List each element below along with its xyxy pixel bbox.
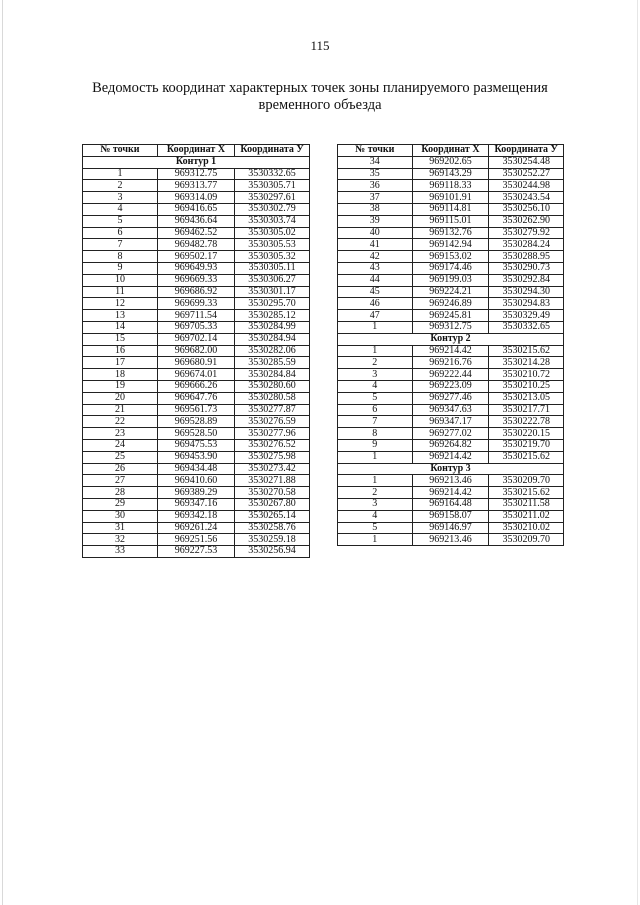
- coordinate-x-cell: 969246.89: [412, 298, 489, 310]
- point-number-cell: 7: [338, 416, 413, 428]
- table-row: [83, 439, 310, 451]
- point-number-cell: 31: [83, 522, 158, 534]
- coordinate-y-cell: 3530209.70: [489, 534, 564, 546]
- point-number-cell: 45: [338, 286, 413, 298]
- coordinate-y-cell: 3530305.11: [235, 262, 310, 274]
- header-point-number: № точки: [338, 145, 413, 157]
- table-row: [83, 227, 310, 239]
- point-number-cell: 10: [83, 274, 158, 286]
- table-row: [83, 498, 310, 510]
- point-number-cell: 6: [338, 404, 413, 416]
- table-row: [83, 168, 310, 180]
- coordinate-x-cell: 969264.82: [412, 439, 489, 451]
- coordinate-y-cell: 3530285.12: [235, 310, 310, 322]
- coordinate-x-cell: 969649.93: [157, 262, 234, 274]
- coordinate-y-cell: 3530219.70: [489, 439, 564, 451]
- table-row: [338, 321, 564, 333]
- coordinate-x-cell: 969561.73: [157, 404, 234, 416]
- point-number-cell: 15: [83, 333, 158, 345]
- coordinate-x-cell: 969227.53: [157, 546, 234, 558]
- point-number-cell: 19: [83, 380, 158, 392]
- point-number-cell: 29: [83, 498, 158, 510]
- scan-edge-right: [637, 0, 638, 905]
- table-row: [83, 546, 310, 558]
- coordinate-y-cell: 3530273.42: [235, 463, 310, 475]
- table-row: [338, 345, 564, 357]
- coordinate-x-cell: 969699.33: [157, 298, 234, 310]
- coordinate-x-cell: 969158.07: [412, 510, 489, 522]
- header-coordinate-y: Координата У: [489, 145, 564, 157]
- coordinate-y-cell: 3530252.27: [489, 168, 564, 180]
- point-number-cell: 24: [83, 439, 158, 451]
- table-row: [83, 286, 310, 298]
- point-number-cell: 11: [83, 286, 158, 298]
- table-row: [83, 298, 310, 310]
- point-number-cell: 3: [338, 369, 413, 381]
- table-row: [338, 251, 564, 263]
- coordinate-y-cell: 3530294.83: [489, 298, 564, 310]
- point-number-cell: 21: [83, 404, 158, 416]
- table-row: [83, 416, 310, 428]
- table-row: [83, 192, 310, 204]
- coordinate-x-cell: 969410.60: [157, 475, 234, 487]
- table-row: [83, 357, 310, 369]
- coordinate-x-cell: 969224.21: [412, 286, 489, 298]
- point-number-cell: 2: [338, 357, 413, 369]
- header-coordinate-x: Координат X: [412, 145, 489, 157]
- table-row: [83, 534, 310, 546]
- point-number-cell: 1: [83, 168, 158, 180]
- coordinates-table-left-body: [83, 156, 310, 557]
- coordinate-x-cell: 969313.77: [157, 180, 234, 192]
- coordinate-y-cell: 3530276.52: [235, 439, 310, 451]
- coordinate-y-cell: 3530209.70: [489, 475, 564, 487]
- table-row: [338, 168, 564, 180]
- coordinate-y-cell: 3530211.02: [489, 510, 564, 522]
- coordinate-y-cell: 3530275.98: [235, 451, 310, 463]
- coordinate-x-cell: 969347.63: [412, 404, 489, 416]
- table-row: [338, 534, 564, 546]
- table-row: [338, 451, 564, 463]
- point-number-cell: 5: [83, 215, 158, 227]
- coordinate-y-cell: 3530244.98: [489, 180, 564, 192]
- table-header-row: [83, 145, 310, 157]
- coordinate-y-cell: 3530215.62: [489, 487, 564, 499]
- coordinate-y-cell: 3530217.71: [489, 404, 564, 416]
- coordinate-y-cell: 3530215.62: [489, 345, 564, 357]
- page-number: 115: [310, 38, 330, 53]
- coordinate-y-cell: 3530213.05: [489, 392, 564, 404]
- coordinate-x-cell: 969202.65: [412, 156, 489, 168]
- coordinate-y-cell: 3530305.71: [235, 180, 310, 192]
- coordinate-x-cell: 969436.64: [157, 215, 234, 227]
- coordinate-y-cell: 3530277.96: [235, 428, 310, 440]
- coordinate-y-cell: 3530284.24: [489, 239, 564, 251]
- coordinate-y-cell: 3530280.60: [235, 380, 310, 392]
- coordinate-x-cell: 969674.01: [157, 369, 234, 381]
- point-number-cell: 1: [338, 475, 413, 487]
- point-number-cell: 46: [338, 298, 413, 310]
- scan-edge-left: [2, 0, 3, 905]
- point-number-cell: 17: [83, 357, 158, 369]
- table-row: [83, 310, 310, 322]
- table-row: [83, 510, 310, 522]
- point-number-cell: 20: [83, 392, 158, 404]
- coordinate-x-cell: 969214.42: [412, 345, 489, 357]
- coordinate-y-cell: 3530259.18: [235, 534, 310, 546]
- table-row: [83, 215, 310, 227]
- coordinate-x-cell: 969216.76: [412, 357, 489, 369]
- coordinate-y-cell: 3530211.58: [489, 498, 564, 510]
- point-number-cell: 42: [338, 251, 413, 263]
- point-number-cell: 5: [338, 392, 413, 404]
- point-number-cell: 39: [338, 215, 413, 227]
- header-point-number: № точки: [83, 145, 158, 157]
- contour-section-row: [338, 463, 564, 475]
- point-number-cell: 41: [338, 239, 413, 251]
- table-row: [83, 522, 310, 534]
- coordinate-y-cell: 3530254.48: [489, 156, 564, 168]
- coordinate-y-cell: 3530301.17: [235, 286, 310, 298]
- point-number-cell: 26: [83, 463, 158, 475]
- contour-label: Контур 1: [83, 156, 310, 168]
- table-row: [338, 357, 564, 369]
- table-row: [338, 416, 564, 428]
- point-number-cell: 16: [83, 345, 158, 357]
- point-number-cell: 4: [83, 203, 158, 215]
- coordinate-y-cell: 3530256.10: [489, 203, 564, 215]
- coordinate-x-cell: 969680.91: [157, 357, 234, 369]
- coordinate-y-cell: 3530262.90: [489, 215, 564, 227]
- coordinate-x-cell: 969434.48: [157, 463, 234, 475]
- coordinate-y-cell: 3530305.53: [235, 239, 310, 251]
- coordinate-x-cell: 969347.17: [412, 416, 489, 428]
- table-row: [338, 262, 564, 274]
- coordinate-y-cell: 3530332.65: [489, 321, 564, 333]
- point-number-cell: 22: [83, 416, 158, 428]
- table-row: [338, 428, 564, 440]
- header-coordinate-x: Координат X: [157, 145, 234, 157]
- point-number-cell: 8: [338, 428, 413, 440]
- table-row: [83, 428, 310, 440]
- header-coordinate-y: Координата У: [235, 145, 310, 157]
- coordinate-y-cell: 3530305.02: [235, 227, 310, 239]
- coordinate-y-cell: 3530295.70: [235, 298, 310, 310]
- table-row: [83, 345, 310, 357]
- coordinates-table-right-body: [338, 156, 564, 545]
- table-header-row: [338, 145, 564, 157]
- coordinate-x-cell: 969115.01: [412, 215, 489, 227]
- coordinate-y-cell: 3530243.54: [489, 192, 564, 204]
- coordinate-x-cell: 969389.29: [157, 487, 234, 499]
- table-row: [83, 463, 310, 475]
- coordinate-y-cell: 3530220.15: [489, 428, 564, 440]
- point-number-cell: 28: [83, 487, 158, 499]
- coordinate-y-cell: 3530276.59: [235, 416, 310, 428]
- coordinate-y-cell: 3530284.84: [235, 369, 310, 381]
- coordinate-y-cell: 3530294.30: [489, 286, 564, 298]
- coordinate-y-cell: 3530277.87: [235, 404, 310, 416]
- coordinate-y-cell: 3530305.32: [235, 251, 310, 263]
- table-row: [338, 498, 564, 510]
- table-row: [83, 321, 310, 333]
- table-row: [83, 380, 310, 392]
- coordinate-y-cell: 3530267.80: [235, 498, 310, 510]
- coordinate-x-cell: 969143.29: [412, 168, 489, 180]
- point-number-cell: 4: [338, 510, 413, 522]
- table-row: [83, 475, 310, 487]
- contour-label: Контур 3: [338, 463, 564, 475]
- coordinate-y-cell: 3530270.58: [235, 487, 310, 499]
- table-row: [338, 487, 564, 499]
- point-number-cell: 1: [338, 345, 413, 357]
- point-number-cell: 44: [338, 274, 413, 286]
- point-number-cell: 36: [338, 180, 413, 192]
- coordinate-x-cell: 969213.46: [412, 534, 489, 546]
- table-row: [83, 262, 310, 274]
- table-row: [338, 310, 564, 322]
- coordinate-x-cell: 969174.46: [412, 262, 489, 274]
- point-number-cell: 5: [338, 522, 413, 534]
- coordinates-table-left: [82, 144, 310, 558]
- point-number-cell: 6: [83, 227, 158, 239]
- coordinate-y-cell: 3530210.25: [489, 380, 564, 392]
- coordinate-y-cell: 3530288.95: [489, 251, 564, 263]
- coordinate-y-cell: 3530284.99: [235, 321, 310, 333]
- coordinate-x-cell: 969702.14: [157, 333, 234, 345]
- contour-section-row: [83, 156, 310, 168]
- point-number-cell: 3: [83, 192, 158, 204]
- coordinate-x-cell: 969482.78: [157, 239, 234, 251]
- coordinate-x-cell: 969251.56: [157, 534, 234, 546]
- coordinate-x-cell: 969453.90: [157, 451, 234, 463]
- coordinate-x-cell: 969312.75: [412, 321, 489, 333]
- coordinate-y-cell: 3530285.59: [235, 357, 310, 369]
- coordinate-y-cell: 3530279.92: [489, 227, 564, 239]
- coordinate-x-cell: 969686.92: [157, 286, 234, 298]
- coordinate-x-cell: 969647.76: [157, 392, 234, 404]
- table-row: [338, 180, 564, 192]
- point-number-cell: 38: [338, 203, 413, 215]
- coordinate-x-cell: 969132.76: [412, 227, 489, 239]
- coordinate-y-cell: 3530214.28: [489, 357, 564, 369]
- coordinate-x-cell: 969214.42: [412, 451, 489, 463]
- coordinate-x-cell: 969347.16: [157, 498, 234, 510]
- table-row: [83, 239, 310, 251]
- coordinate-x-cell: 969245.81: [412, 310, 489, 322]
- coordinate-x-cell: 969475.53: [157, 439, 234, 451]
- coordinate-y-cell: 3530284.94: [235, 333, 310, 345]
- point-number-cell: 1: [338, 534, 413, 546]
- table-row: [83, 392, 310, 404]
- table-row: [83, 180, 310, 192]
- coordinate-x-cell: 969312.75: [157, 168, 234, 180]
- point-number-cell: 40: [338, 227, 413, 239]
- point-number-cell: 47: [338, 310, 413, 322]
- table-row: [338, 380, 564, 392]
- coordinate-x-cell: 969153.02: [412, 251, 489, 263]
- point-number-cell: 23: [83, 428, 158, 440]
- point-number-cell: 1: [338, 451, 413, 463]
- table-row: [338, 192, 564, 204]
- coordinate-x-cell: 969118.33: [412, 180, 489, 192]
- coordinate-y-cell: 3530265.14: [235, 510, 310, 522]
- coordinate-x-cell: 969528.89: [157, 416, 234, 428]
- table-row: [83, 333, 310, 345]
- table-row: [338, 439, 564, 451]
- coordinate-x-cell: 969416.65: [157, 203, 234, 215]
- coordinate-y-cell: 3530297.61: [235, 192, 310, 204]
- point-number-cell: 33: [83, 546, 158, 558]
- coordinate-y-cell: 3530271.88: [235, 475, 310, 487]
- coordinate-x-cell: 969101.91: [412, 192, 489, 204]
- coordinate-y-cell: 3530302.79: [235, 203, 310, 215]
- table-row: [83, 251, 310, 263]
- point-number-cell: 14: [83, 321, 158, 333]
- coordinate-y-cell: 3530306.27: [235, 274, 310, 286]
- table-row: [338, 227, 564, 239]
- coordinate-x-cell: 969277.46: [412, 392, 489, 404]
- coordinate-y-cell: 3530332.65: [235, 168, 310, 180]
- table-row: [338, 404, 564, 416]
- table-row: [338, 239, 564, 251]
- coordinate-x-cell: 969164.48: [412, 498, 489, 510]
- coordinate-y-cell: 3530215.62: [489, 451, 564, 463]
- coordinate-x-cell: 969222.44: [412, 369, 489, 381]
- table-row: [338, 286, 564, 298]
- point-number-cell: 43: [338, 262, 413, 274]
- point-number-cell: 35: [338, 168, 413, 180]
- coordinate-x-cell: 969314.09: [157, 192, 234, 204]
- coordinate-x-cell: 969114.81: [412, 203, 489, 215]
- point-number-cell: 13: [83, 310, 158, 322]
- coordinate-x-cell: 969146.97: [412, 522, 489, 534]
- point-number-cell: 4: [338, 380, 413, 392]
- table-row: [83, 369, 310, 381]
- coordinate-y-cell: 3530258.76: [235, 522, 310, 534]
- point-number-cell: 25: [83, 451, 158, 463]
- coordinate-x-cell: 969502.17: [157, 251, 234, 263]
- contour-section-row: [338, 333, 564, 345]
- table-row: [338, 274, 564, 286]
- point-number-cell: 3: [338, 498, 413, 510]
- coordinate-x-cell: 969711.54: [157, 310, 234, 322]
- point-number-cell: 7: [83, 239, 158, 251]
- coordinate-y-cell: 3530292.84: [489, 274, 564, 286]
- table-row: [83, 404, 310, 416]
- coordinate-x-cell: 969142.94: [412, 239, 489, 251]
- coordinate-y-cell: 3530280.58: [235, 392, 310, 404]
- table-row: [83, 487, 310, 499]
- coordinate-y-cell: 3530210.02: [489, 522, 564, 534]
- table-row: [83, 203, 310, 215]
- point-number-cell: 37: [338, 192, 413, 204]
- point-number-cell: 18: [83, 369, 158, 381]
- table-row: [338, 369, 564, 381]
- coordinate-x-cell: 969666.26: [157, 380, 234, 392]
- table-row: [338, 203, 564, 215]
- coordinate-y-cell: 3530303.74: [235, 215, 310, 227]
- point-number-cell: 9: [83, 262, 158, 274]
- table-row: [83, 274, 310, 286]
- contour-label: Контур 2: [338, 333, 564, 345]
- table-row: [338, 475, 564, 487]
- table-row: [338, 392, 564, 404]
- coordinate-x-cell: 969682.00: [157, 345, 234, 357]
- point-number-cell: 2: [338, 487, 413, 499]
- coordinate-x-cell: 969342.18: [157, 510, 234, 522]
- document-title: Ведомость координат характерных точек зоны планируемого размещения временного объезда: [92, 80, 548, 113]
- coordinate-y-cell: 3530222.78: [489, 416, 564, 428]
- coordinate-x-cell: 969223.09: [412, 380, 489, 392]
- point-number-cell: 1: [338, 321, 413, 333]
- coordinates-table-right: [337, 144, 564, 546]
- table-row: [338, 522, 564, 534]
- point-number-cell: 30: [83, 510, 158, 522]
- coordinate-x-cell: 969462.52: [157, 227, 234, 239]
- table-row: [338, 510, 564, 522]
- table-row: [338, 215, 564, 227]
- coordinate-x-cell: 969214.42: [412, 487, 489, 499]
- coordinate-y-cell: 3530256.94: [235, 546, 310, 558]
- coordinate-x-cell: 969261.24: [157, 522, 234, 534]
- coordinate-x-cell: 969705.33: [157, 321, 234, 333]
- coordinate-y-cell: 3530210.72: [489, 369, 564, 381]
- table-row: [83, 451, 310, 463]
- point-number-cell: 34: [338, 156, 413, 168]
- point-number-cell: 27: [83, 475, 158, 487]
- coordinate-y-cell: 3530290.73: [489, 262, 564, 274]
- coordinate-y-cell: 3530282.06: [235, 345, 310, 357]
- point-number-cell: 8: [83, 251, 158, 263]
- coordinate-x-cell: 969213.46: [412, 475, 489, 487]
- point-number-cell: 2: [83, 180, 158, 192]
- point-number-cell: 32: [83, 534, 158, 546]
- point-number-cell: 12: [83, 298, 158, 310]
- table-row: [338, 156, 564, 168]
- coordinate-x-cell: 969528.50: [157, 428, 234, 440]
- coordinate-x-cell: 969199.03: [412, 274, 489, 286]
- coordinate-x-cell: 969277.02: [412, 428, 489, 440]
- coordinate-x-cell: 969669.33: [157, 274, 234, 286]
- table-row: [338, 298, 564, 310]
- coordinate-y-cell: 3530329.49: [489, 310, 564, 322]
- point-number-cell: 9: [338, 439, 413, 451]
